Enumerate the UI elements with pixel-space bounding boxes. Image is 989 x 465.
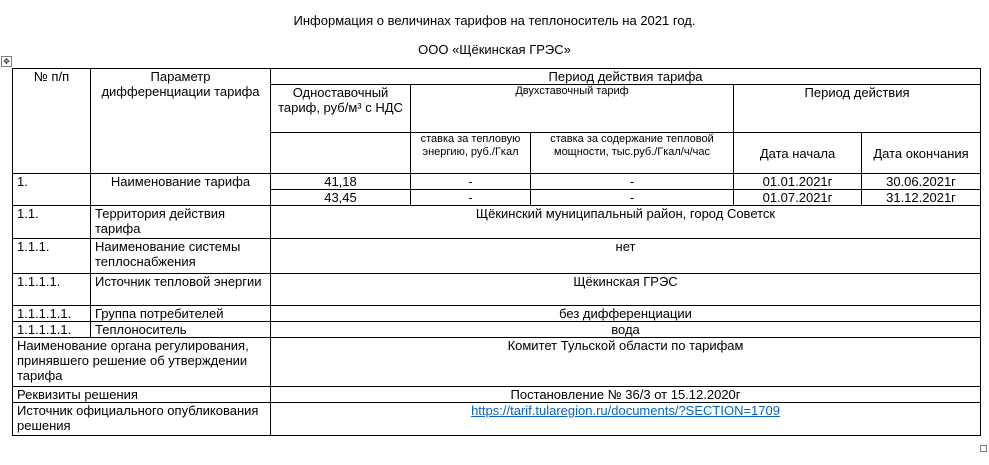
cell-label: Реквизиты решения	[13, 387, 271, 403]
cell-value: Щёкинская ГРЭС	[271, 274, 981, 306]
cell-label: Наименование системы теплоснабжения	[91, 239, 271, 274]
table-row	[13, 387, 981, 403]
header-one-rate-empty	[271, 133, 411, 174]
cell-label: Теплоноситель	[91, 322, 271, 338]
cell-label: Наименование органа регулирования, принявшего решение об утверждении тарифа	[13, 338, 271, 387]
cell-value: Постановление № 36/3 от 15.12.2020г	[271, 387, 981, 403]
cell-num: 1.1.1.	[13, 239, 91, 274]
cell-one-rate: 41,18	[271, 174, 411, 190]
table-move-handle-icon[interactable]: ✥	[1, 56, 12, 67]
table-row	[13, 306, 981, 322]
header-rate-energy: ставка за тепловую энергию, руб./Гкал	[411, 133, 531, 174]
cell-rate-capacity: -	[531, 190, 734, 206]
cell-value: Комитет Тульской области по тарифам	[271, 338, 981, 387]
table-row	[13, 338, 981, 387]
cell-label: Группа потребителей	[91, 306, 271, 322]
cell-param: Наименование тарифа	[91, 174, 271, 206]
cell-value: вода	[271, 322, 981, 338]
table-row	[13, 206, 981, 239]
table-row	[13, 322, 981, 338]
tariff-table	[12, 68, 981, 436]
document-subtitle: ООО «Щёкинская ГРЭС»	[418, 42, 571, 57]
cell-num: 1.1.1.1.1.	[13, 306, 91, 322]
table-row	[13, 403, 981, 436]
cell-num: 1.1.	[13, 206, 91, 239]
table-row	[13, 174, 981, 190]
cell-value	[271, 403, 981, 436]
cell-value: без дифференциации	[271, 306, 981, 322]
cell-num: 1.1.1.1.	[13, 274, 91, 306]
cell-date-start: 01.01.2021г	[734, 174, 862, 190]
cell-value: Щёкинский муниципальный район, город Советск	[271, 206, 981, 239]
header-param: Параметр дифференциации тарифа	[91, 69, 271, 174]
header-period-group: Период действия тарифа	[271, 69, 981, 85]
cell-date-end: 31.12.2021г	[862, 190, 981, 206]
cell-rate-energy: -	[411, 174, 531, 190]
cell-num: 1.1.1.1.1.	[13, 322, 91, 338]
cell-one-rate: 43,45	[271, 190, 411, 206]
cell-label: Источник официального опубликования решения	[13, 403, 271, 436]
header-period: Период действия	[734, 85, 981, 133]
cell-label: Территория действия тарифа	[91, 206, 271, 239]
header-two-rate: Двухставочный тариф	[411, 85, 734, 133]
header-date-end: Дата окончания	[862, 133, 981, 174]
cell-value: нет	[271, 239, 981, 274]
table-row	[13, 239, 981, 274]
document-title: Информация о величинах тарифов на теплоноситель на 2021 год.	[293, 13, 696, 28]
cell-rate-capacity: -	[531, 174, 734, 190]
cell-date-end: 30.06.2021г	[862, 174, 981, 190]
header-rate-capacity: ставка за содержание тепловой мощности, тыс.руб./Гкал/ч/час	[531, 133, 734, 174]
cell-date-start: 01.07.2021г	[734, 190, 862, 206]
header-num: № п/п	[13, 69, 91, 174]
cell-num: 1.	[13, 174, 91, 206]
cell-label: Источник тепловой энергии	[91, 274, 271, 306]
table-row	[13, 274, 981, 306]
header-date-start: Дата начала	[734, 133, 862, 174]
cell-rate-energy: -	[411, 190, 531, 206]
header-one-rate: Одноставочный тариф, руб/м³ с НДС	[271, 85, 411, 133]
publication-link[interactable]: https://tarif.tularegion.ru/documents/?SECTION=1709	[471, 403, 780, 418]
table-resize-handle-icon[interactable]	[980, 445, 987, 452]
